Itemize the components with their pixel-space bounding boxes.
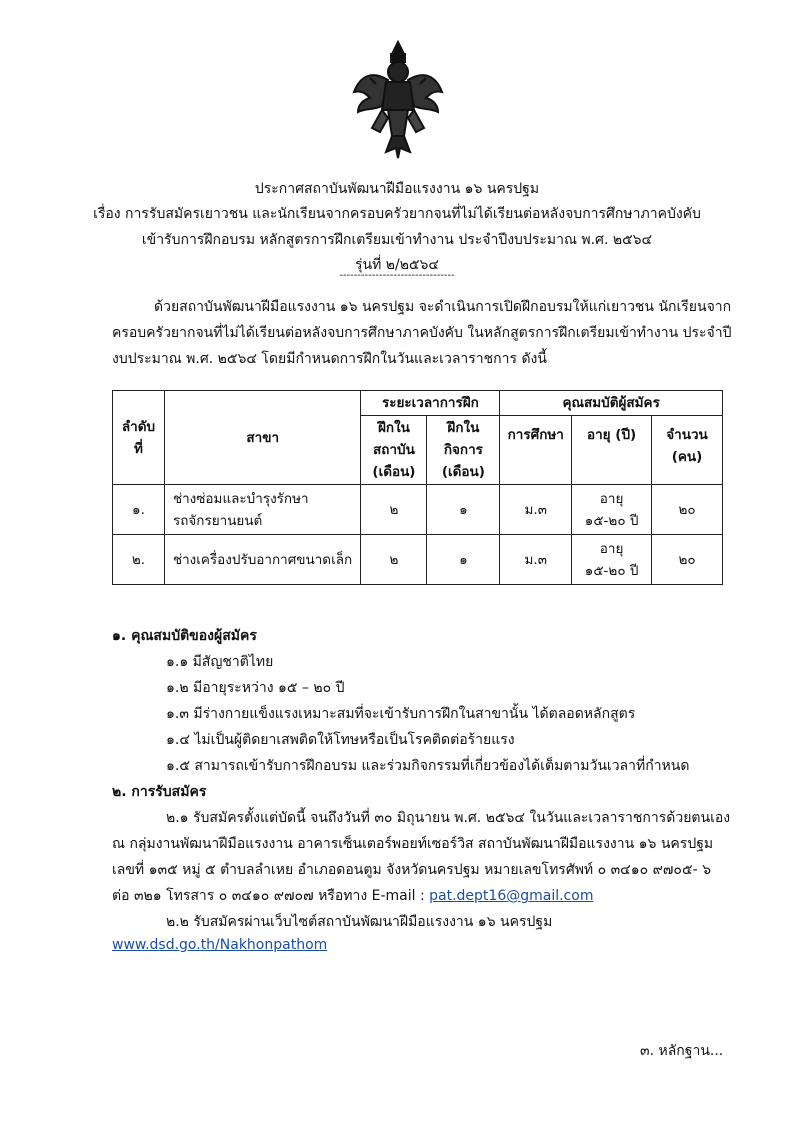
- section-1-item: ๑.๕ สามารถเข้ารับการฝึกอบรม และร่วมกิจกรรมที่เกี่ยวข้องได้เต็มตามวันเวลาที่กำหนด: [166, 758, 690, 774]
- intro-line-1: ด้วยสถาบันพัฒนาฝีมือแรงงาน ๑๖ นครปฐม จะดำเนินการเปิดฝึกอบรมให้แก่เยาวชน นักเรียนจาก: [154, 299, 732, 315]
- subject-line-2: เข้ารับการฝึกอบรม หลักสูตรการฝึกเตรียมเข้าทำงาน ประจำปีงบประมาณ พ.ศ. ๒๕๖๔: [141, 232, 653, 248]
- row-count: ๒๐: [652, 535, 723, 585]
- row-age: อายุ ๑๕-๒๐ ปี: [572, 535, 652, 585]
- row-inst-months: ๒: [361, 485, 427, 535]
- course-table: [112, 390, 723, 585]
- row-branch: ช่างซ่อมและบำรุงรักษา รถจักรยานยนต์: [164, 485, 361, 535]
- section-1-item: ๑.๓ มีร่างกายแข็งแรงเหมาะสมที่จะเข้ารับการฝึกในสาขานั้น ได้ตลอดหลักสูตร: [166, 706, 636, 722]
- header-education: การศึกษา: [500, 416, 572, 485]
- section-2-para-line-4: [112, 885, 593, 907]
- header-training-business: ฝึกใน กิจการ (เดือน): [427, 416, 500, 485]
- header-training-institute: ฝึกใน สถาบัน (เดือน): [361, 416, 427, 485]
- row-inst-months: ๒: [361, 535, 427, 585]
- website-link[interactable]: www.dsd.go.th/Nakhonpathom: [112, 937, 328, 953]
- header-no: ลำดับ ที่: [113, 391, 165, 485]
- section-1-item: ๑.๔ ไม่เป็นผู้ติดยาเสพติดให้โทษหรือเป็นโรคติดต่อร้ายแรง: [166, 732, 515, 748]
- table-row: [113, 535, 723, 585]
- row-no: ๒.: [113, 535, 165, 585]
- row-count: ๒๐: [652, 485, 723, 535]
- subject-line-1: เรื่อง การรับสมัครเยาวชน และนักเรียนจากครอบครัวยากจนที่ไม่ได้เรียนต่อหลังจบการศึกษาภาคบังคับ: [93, 206, 701, 222]
- section-2-para-line-2: ณ กลุ่มงานพัฒนาฝีมือแรงงาน อาคารเซ็นเตอร์พอยท์เซอร์วิส สถาบันพัฒนาฝีมือแรงงาน ๑๖ นครปฐม: [112, 836, 714, 852]
- section-1-heading: ๑. คุณสมบัติของผู้สมัคร: [112, 628, 257, 644]
- section-2-heading: ๒. การรับสมัคร: [112, 784, 207, 800]
- section-2-para-line-3: เลขที่ ๑๓๕ หมู่ ๕ ตำบลลำเหย อำเภอดอนตูม จังหวัดนครปฐม หมายเลขโทรศัพท์ ๐ ๓๔๑๐ ๙๗๐๕- ๖: [112, 862, 711, 878]
- header-count: จำนวน (คน): [652, 416, 723, 485]
- table-row: [113, 485, 723, 535]
- section-1-item: ๑.๒ มีอายุระหว่าง ๑๕ – ๒๐ ปี: [166, 680, 345, 696]
- row-age: อายุ ๑๕-๒๐ ปี: [572, 485, 652, 535]
- email-link[interactable]: pat.dept16@gmail.com: [429, 888, 594, 904]
- row-education: ม.๓: [500, 535, 572, 585]
- row-biz-months: ๑: [427, 485, 500, 535]
- intro-line-3: งบประมาณ พ.ศ. ๒๕๖๔ โดยมีกำหนดการฝึกในวันและเวลาราชการ ดังนี้: [112, 351, 547, 367]
- title-divider: --------------------------------: [339, 270, 455, 281]
- garuda-emblem-icon: [352, 40, 444, 162]
- row-education: ม.๓: [500, 485, 572, 535]
- row-branch: ช่างเครื่องปรับอากาศขนาดเล็ก: [164, 535, 361, 585]
- header-qualification: คุณสมบัติผู้สมัคร: [500, 391, 723, 416]
- section-2-para-line-1: ๒.๑ รับสมัครตั้งแต่บัดนี้ จนถึงวันที่ ๓๐ มิถุนายน พ.ศ. ๒๕๖๔ ในวันและเวลาราชการด้วยตนเอง: [166, 810, 731, 826]
- intro-line-2: ครอบครัวยากจนที่ไม่ได้เรียนต่อหลังจบการศึกษาภาคบังคับ ในหลักสูตรการฝึกเตรียมเข้าทำงาน ประจำปี: [112, 325, 732, 341]
- section-2-online: ๒.๒ รับสมัครผ่านเว็บไซต์สถาบันพัฒนาฝีมือแรงงาน ๑๖ นครปฐม: [166, 914, 553, 930]
- header-period: ระยะเวลาการฝึก: [361, 391, 500, 416]
- header-age: อายุ (ปี): [572, 416, 652, 485]
- continuation-marker: ๓. หลักฐาน...: [640, 1043, 724, 1059]
- section-1-item: ๑.๑ มีสัญชาติไทย: [166, 654, 274, 670]
- announcement-title: ประกาศสถาบันพัฒนาฝีมือแรงงาน ๑๖ นครปฐม: [254, 181, 540, 197]
- table-header-row: [113, 391, 723, 416]
- row-biz-months: ๑: [427, 535, 500, 585]
- header-branch: สาขา: [164, 391, 361, 485]
- batch-number: รุ่นที่ ๒/๒๕๖๔: [354, 257, 440, 273]
- row-no: ๑.: [113, 485, 165, 535]
- contact-text: ต่อ ๓๒๑ โทรสาร ๐ ๓๔๑๐ ๙๗๐๗ หรือทาง E-mail :: [112, 888, 430, 904]
